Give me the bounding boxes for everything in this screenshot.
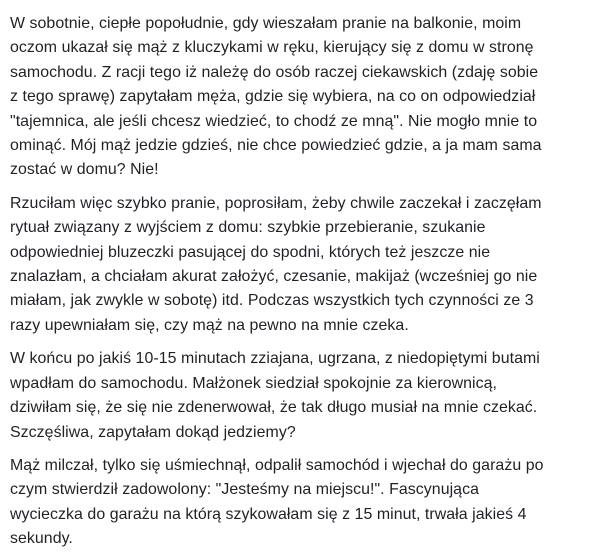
text-line: wycieczka do garażu na którą szykowałam się z 15 minut, trwała jakieś 4	[10, 505, 527, 523]
text-line: samochodu. Z racji tego iż należę do osób raczej ciekawskich (zdaję sobie	[10, 63, 539, 81]
paragraph-2	[10, 192, 589, 338]
text-line: Mąż milczał, tylko się uśmiechnął, odpalił samochód i wjechał do garażu po	[10, 456, 544, 474]
paragraph-3	[10, 347, 589, 445]
text-line: W sobotnie, ciepłe popołudnie, gdy wieszałam pranie na balkonie, moim	[10, 15, 522, 32]
text-line: wpadłam do samochodu. Małżonek siedział spokojnie za kierownicą,	[10, 374, 497, 392]
text-line: miałam, jak zwykle w sobotę) itd. Podczas wszystkich tych czynności ze 3	[10, 292, 534, 310]
text-line: dziwiłam się, że się nie zdenerwował, że tak długo musiał na mnie czekać.	[10, 399, 538, 417]
text-line: W końcu po jakiś 10-15 minutach zziajana, ugrzana, z niedopiętymi butami	[10, 350, 540, 368]
text-line: Rzuciłam więc szybko pranie, poprosiłam, żeby chwile zaczekał i zaczęłam	[10, 194, 542, 212]
text-line: odpowiedniej bluzeczki pasującej do spodni, których też jeszcze nie	[10, 243, 491, 261]
text-line: czym stwierdził zadowolony: "Jesteśmy na miejscu!". Fascynująca	[10, 481, 479, 499]
text-line: zostać w domu? Nie!	[10, 161, 159, 179]
text-line: Szczęśliwa, zapytałam dokąd jedziemy?	[10, 423, 296, 441]
text-line: oczom ukazał się mąż z kluczykami w ręku, kierujący się z domu w stronę	[10, 39, 534, 57]
text-line: "tajemnica, ale jeśli chcesz wiedzieć, to chodź ze mną". Nie mogło mnie to	[10, 112, 538, 130]
text-line: ominąć. Mój mąż jedzie gdzieś, nie chce powiedzieć gdzie, a ja mam sama	[10, 137, 542, 155]
text-line: razy upewniałam się, czy mąż na pewno na mnie czeka.	[10, 316, 409, 334]
paragraph-1	[10, 12, 589, 183]
text-line: rytuał związany z wyjściem z domu: szybkie przebieranie, szukanie	[10, 219, 486, 237]
paragraph-4	[10, 454, 589, 552]
text-line: sekundy.	[10, 530, 73, 548]
text-line: z tego sprawę) zapytałam męża, gdzie się wybiera, na co on odpowiedział	[10, 88, 536, 106]
text-line: znalazłam, a chciałam akurat założyć, czesanie, makijaż (wcześniej go nie	[10, 268, 538, 286]
